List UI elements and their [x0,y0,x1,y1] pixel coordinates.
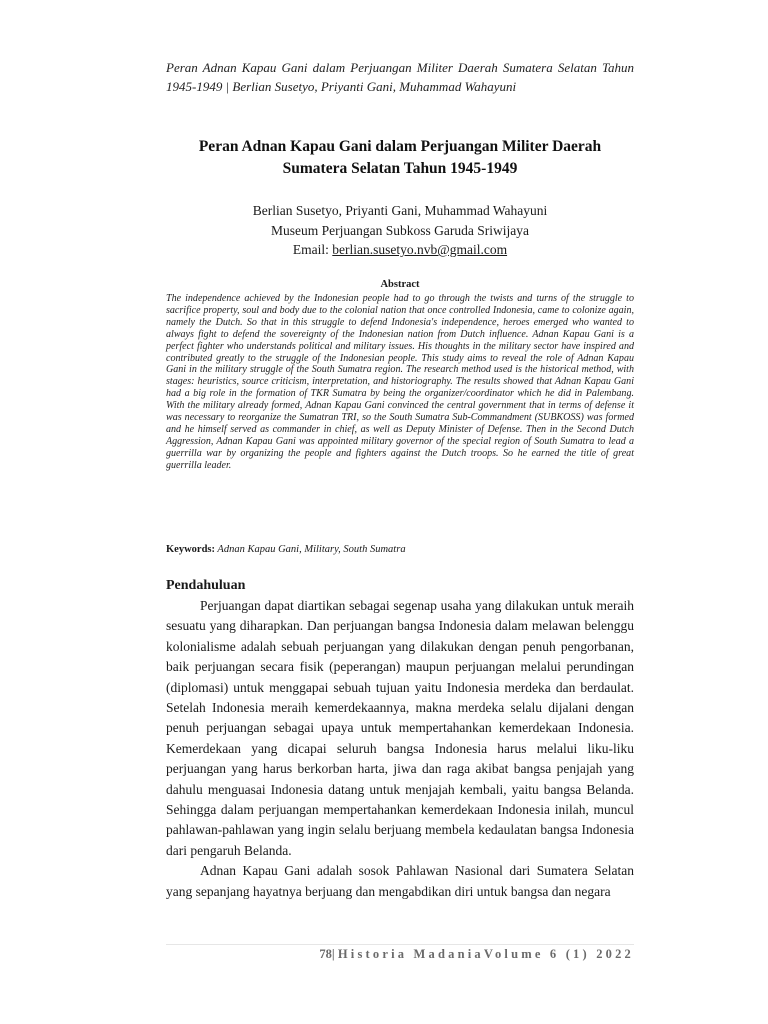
abstract-text: The independence achieved by the Indonesian people had to go through the twists and turns of the struggle to sacrifice property, soul and body due to the colonial nation that once controlled Indonesia, came to colonize again, namely the Dutch. So that in this struggle to defend Indonesia's independence, heroes emerged who wanted to always fight to defend the sovereignty of the Indonesian nation from Dutch influence. Adnan Kapau Gani is a perfect fighter who understands political and military issues. His thoughts in the military sector have inspired and contributed greatly to the struggle of the Indonesian people. This study aims to reveal the role of Adnan Kapau Gani in the military struggle of the South Sumatra region. The research method used is the historical method, with stages: heuristics, source criticism, interpretation, and historiography. The results showed that Adnan Kapau Gani had a big role in the formation of TKR Sumatra by being the organizer/coordinator which he did in Palembang. With the military already formed, Adnan Kapau Gani convinced the central government that in terms of defense it was necessary to reorganize the Sumatran TRI, so the South Sumatra Sub-Commandment (SUBKOSS) was formed and he himself served as commander in chief, as well as Deputy Minister of Defense. Then in the Second Dutch Aggression, Adnan Kapau Gani was appointed military governor of the special region of South Sumatra to lead a guerrilla war by organizing the people and fighters against the Dutch troops. So he earned the title of great guerrilla leader. [166,293,634,471]
keywords-label: Keywords: [166,544,215,555]
author-block [166,201,634,260]
footer-divider [166,944,634,945]
body-paragraph: Perjuangan dapat diartikan sebagai segenap usaha yang dilakukan untuk meraih sesuatu yang diharapkan. Dan perjuangan bangsa Indonesia dalam melawan belenggu kolonialisme adalah sebuah perjuangan yang dilakukan dengan penuh pengorbanan, baik perjuangan secara fisik (peperangan) maupun perjuangan melalui perundingan (diplomasi) untuk menggapai sebuah tujuan yaitu Indonesia merdeka dan berdaulat. Setelah Indonesia meraih kemerdekaannya, makna merdeka selalu dijalani dengan penuh perjuangan sebagai upaya untuk mempertahankan kemerdekaan Indonesia. Kemerdekaan yang dicapai seluruh bangsa Indonesia harus melalui liku-liku perjuangan yang harus berkorban harta, jiwa dan raga akibat bangsa penjajah yang dahulu menguasai Indonesia datang untuk menjajah kembali, yaitu bangsa Belanda. Sehingga dalam perjuangan mempertahankan kemerdekaan Indonesia inilah, muncul pahlawan-pahlawan yang ingin selalu berjuang membela kedaulatan bangsa Indonesia dari pengaruh Belanda. [166,598,634,858]
abstract-heading: Abstract [380,279,420,290]
running-header: Peran Adnan Kapau Gani dalam Perjuangan Militer Daerah Sumatera Selatan Tahun 1945-1949 | Berlian Susetyo, Priyanti Gani, Muhammad Wahayuni [166,60,634,94]
page-number: 78 [319,947,332,961]
section-title: Pendahuluan [166,578,246,593]
paper-title-line-1: Peran Adnan Kapau Gani dalam Perjuangan Militer Daerah [198,138,602,155]
journal-name: Historia Madania [337,947,484,961]
body-text [166,596,634,902]
paper-title-line-2: Sumatera Selatan Tahun 1945-1949 [282,160,518,177]
author-email-line [166,240,634,260]
keywords-list: Adnan Kapau Gani, Military, South Sumatra [215,544,406,555]
footer-separator: | [331,947,338,961]
author-affiliation: Museum Perjuangan Subkoss Garuda Sriwijaya [271,222,529,238]
email-link[interactable]: berlian.susetyo.nvb@gmail.com [332,242,508,257]
author-names: Berlian Susetyo, Priyanti Gani, Muhammad Wahayuni [252,203,548,218]
journal-volume: Volume 6 (1) 2022 [483,947,634,961]
email-label: Email: [292,242,333,257]
keywords-line [166,543,634,557]
paper-title [166,136,634,180]
page-footer [319,946,634,962]
body-paragraph: Adnan Kapau Gani adalah sosok Pahlawan Nasional dari Sumatera Selatan yang sepanjang hayatnya berjuang dan mengabdikan diri untuk bangsa dan negara [166,863,634,899]
